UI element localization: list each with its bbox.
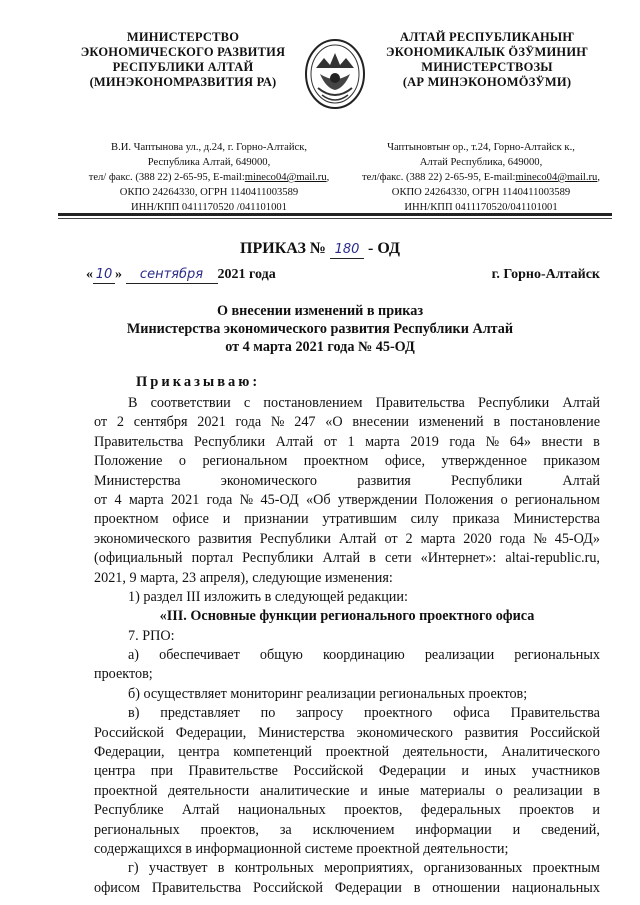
- ministry-name-russian: [52, 30, 314, 90]
- body-line: «III. Основные функции регионального проектного офиса: [159, 608, 535, 625]
- okpo-line: ОКПО 24264330, ОГРН 1140411003589: [391, 187, 571, 198]
- order-number-handwritten: 180: [334, 242, 360, 257]
- email-link[interactable]: mineco04@mail.ru: [244, 172, 327, 183]
- order-heading: [0, 240, 640, 259]
- inn-line: ИНН/КПП 0411170520 /041101001: [131, 202, 287, 213]
- body-line: 2021, 9 марта, 23 апреля), следующие изменения:: [94, 569, 393, 586]
- address-line: Алтай Республика, 649000,: [419, 157, 543, 168]
- title-line: Министерства экономического развития Республики Алтай: [126, 321, 514, 337]
- phone-text: тел/ факс. (388 22) 2-65-95, E-mail:: [88, 172, 245, 183]
- address-line: В.И. Чаптынова ул., д.24, г. Горно-Алтайск,: [111, 142, 307, 153]
- okpo-line: ОКПО 24264330, ОГРН 1140411003589: [119, 187, 299, 198]
- body-line: офисом Правительства Российской Федерации в отношении национальных: [94, 879, 600, 896]
- header-divider-thick: [58, 213, 612, 216]
- header-left-line: ЭКОНОМИЧЕСКОГО РАЗВИТИЯ: [80, 45, 286, 59]
- body-line: 1) раздел III изложить в следующей редакции:: [128, 588, 408, 605]
- body-line: в) представляет по запросу проектного офиса Правительства: [128, 705, 600, 722]
- body-line: проектов;: [94, 666, 153, 683]
- phone-text: тел/факс. (388 22) 2-65-95, E-mail:: [362, 172, 516, 183]
- title-line: от 4 марта 2021 года № 45-ОД: [225, 339, 415, 355]
- header-right-line: ЭКОНОМИКАЛЫК ÖЗӰМИНИҤ: [386, 45, 588, 59]
- body-line: от 4 марта 2021 года № 45-ОД «Об утверждении Положения о региональном: [94, 491, 600, 508]
- order-prefix: ПРИКАЗ №: [240, 240, 326, 257]
- order-suffix: - ОД: [367, 240, 400, 257]
- body-line: а) обеспечивает общую координацию реализации региональных: [128, 647, 600, 664]
- body-line: Положение о региональном проектном офисе, утвержденное приказом: [94, 453, 600, 470]
- header-divider-thin: [58, 218, 612, 219]
- header-left-line: РЕСПУБЛИКИ АЛТАЙ: [112, 60, 254, 74]
- inn-line: ИНН/КПП 0411170520/041101001: [404, 202, 558, 213]
- body-line: (официальный портал Республики Алтай в сети «Интернет»: altai-republic.ru,: [94, 550, 600, 567]
- prikazyvayu-heading: Приказываю:: [136, 374, 261, 390]
- body-line: б) осуществляет мониторинг реализации региональных проектов;: [128, 685, 528, 702]
- contact-line: тел/факс. (388 22) 2-65-95, E-mail:mineco04@mail.ru,: [362, 172, 600, 183]
- quote-close: »: [115, 267, 122, 282]
- date-month-handwritten: сентября: [139, 267, 204, 282]
- body-line: экономического развития Республики Алтай от 2 марта 2020 года № 45-ОД»: [94, 530, 600, 547]
- address-altai: [336, 140, 626, 215]
- body-line: центра при Правительстве Российской Федерации и иных участников: [94, 763, 600, 780]
- order-date: [86, 267, 276, 284]
- body-line: Правительства Республики Алтай от 1 марта 2019 года № 64» внести в: [94, 433, 600, 450]
- email-link[interactable]: mineco04@mail.ru: [515, 172, 598, 183]
- header-right-line: (АР МИНЭКОНОМÖЗӰМИ): [402, 75, 572, 89]
- header-right-line: МИНИСТЕРСТВОЗЫ: [421, 60, 553, 74]
- header-left-line: МИНИСТЕРСТВО: [126, 30, 240, 44]
- body-line: Республике Алтай национальных проектов, федеральных проектов и: [94, 802, 600, 819]
- header-right-line: АЛТАЙ РЕСПУБЛИКАНЫҤ: [399, 30, 575, 44]
- body-line: проектном офисе и признании утратившим силу приказа Министерства: [94, 511, 600, 528]
- order-number-field: [330, 240, 364, 259]
- body-line: региональных проектов, за исключением информации и сведений,: [94, 821, 600, 838]
- body-line: 7. РПО:: [128, 627, 175, 644]
- date-day-field: [93, 267, 115, 284]
- quote-open: «: [86, 267, 93, 282]
- ministry-name-altai: [356, 30, 618, 90]
- address-russian: [64, 140, 354, 215]
- body-line: Российской Федерации, Министерства экономического развития Российской: [94, 724, 600, 741]
- title-line: О внесении изменений в приказ: [216, 303, 424, 319]
- body-line: г) участвует в контрольных мероприятиях, организованных проектным: [128, 860, 600, 877]
- body-line: от 2 сентября 2021 года № 247 «О внесении изменений в постановление: [94, 414, 600, 431]
- body-line: содержащихся в информационной системе проектной деятельности;: [94, 840, 509, 857]
- order-city: г. Горно-Алтайск: [491, 267, 600, 282]
- header-left-line: (МИНЭКОНОМРАЗВИТИЯ РА): [89, 75, 277, 89]
- address-line: Республика Алтай, 649000,: [147, 157, 271, 168]
- document-body: [94, 394, 600, 898]
- date-day-handwritten: 10: [95, 267, 113, 282]
- document-title: [0, 302, 640, 356]
- body-line: проектной деятельности аналитические и иные материалы о реализации в: [94, 782, 600, 799]
- body-line: Министерства экономического развития Республики Алтай: [94, 472, 600, 489]
- contact-line: тел/ факс. (388 22) 2-65-95, E-mail:mineco04@mail.ru,: [88, 172, 330, 183]
- date-month-field: [126, 267, 218, 284]
- body-line: В соответствии с постановлением Правительства Республики Алтай: [128, 395, 600, 411]
- address-line: Чаптыновтыҥ ор., т.24, Горно-Алтайск к.,: [387, 142, 575, 153]
- body-line: Федерации, центра компетенций проектной деятельности, Аналитического: [94, 744, 600, 761]
- date-year: 2021 года: [217, 267, 276, 282]
